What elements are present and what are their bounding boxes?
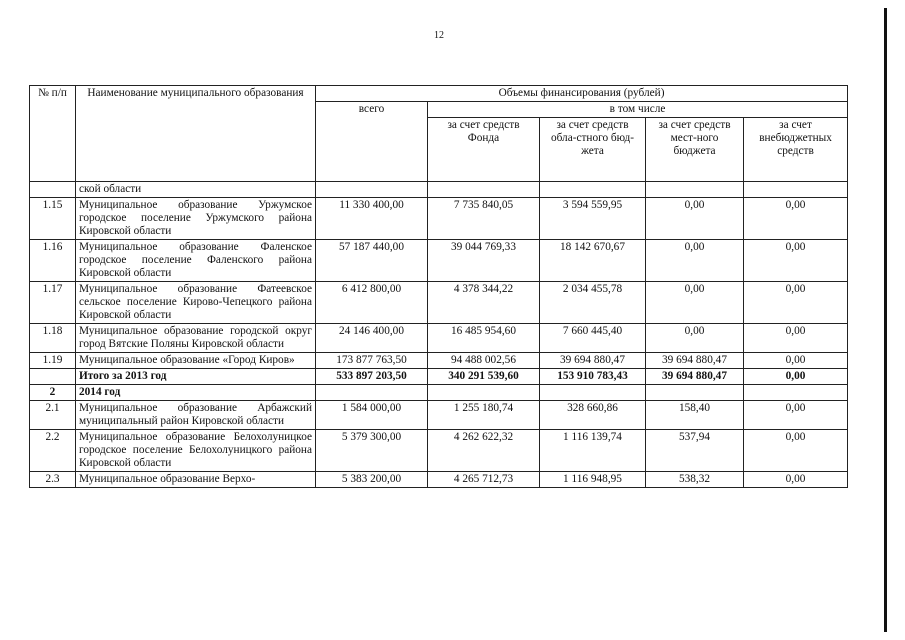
row-index: 1.15 xyxy=(30,198,76,240)
row-regional: 39 694 880,47 xyxy=(540,353,646,369)
row-total xyxy=(316,182,428,198)
row-fund: 7 735 840,05 xyxy=(428,198,540,240)
row-name: Муниципальное образование Белохолуницкое городское поселение Белохолуницкого района Кировской области xyxy=(76,430,316,472)
table-row xyxy=(30,282,848,324)
row-name: Муниципальное образование Уржумское городское поселение Уржумского района Кировской области xyxy=(76,198,316,240)
header-num: № п/п xyxy=(30,86,76,182)
header-volumes: Объемы финансирования (рублей) xyxy=(316,86,848,102)
row-regional: 2 034 455,78 xyxy=(540,282,646,324)
header-local: за счет средств мест-ного бюджета xyxy=(646,118,744,182)
row-name: Муниципальное образование Арбажский муниципальный район Кировской области xyxy=(76,401,316,430)
row-extra: 0,00 xyxy=(744,198,848,240)
header-fund: за счет средств Фонда xyxy=(428,118,540,182)
row-extra: 0,00 xyxy=(744,472,848,488)
row-regional: 7 660 445,40 xyxy=(540,324,646,353)
row-index: 1.18 xyxy=(30,324,76,353)
table-row xyxy=(30,472,848,488)
row-regional: 1 116 948,95 xyxy=(540,472,646,488)
table-header xyxy=(30,86,848,182)
row-total: 11 330 400,00 xyxy=(316,198,428,240)
row-regional xyxy=(540,182,646,198)
row-index: 1.17 xyxy=(30,282,76,324)
row-regional: 153 910 783,43 xyxy=(540,369,646,385)
row-index: 1.19 xyxy=(30,353,76,369)
row-fund: 4 265 712,73 xyxy=(428,472,540,488)
row-fund: 4 378 344,22 xyxy=(428,282,540,324)
financing-table xyxy=(29,85,848,488)
table-row xyxy=(30,369,848,385)
row-fund: 4 262 622,32 xyxy=(428,430,540,472)
header-total: всего xyxy=(316,102,428,182)
row-local: 39 694 880,47 xyxy=(646,353,744,369)
row-fund: 340 291 539,60 xyxy=(428,369,540,385)
row-total: 173 877 763,50 xyxy=(316,353,428,369)
table-row xyxy=(30,430,848,472)
row-name: Итого за 2013 год xyxy=(76,369,316,385)
row-extra: 0,00 xyxy=(744,353,848,369)
row-extra: 0,00 xyxy=(744,401,848,430)
row-extra xyxy=(744,385,848,401)
row-fund xyxy=(428,385,540,401)
row-index xyxy=(30,182,76,198)
table-row xyxy=(30,240,848,282)
row-extra xyxy=(744,182,848,198)
row-regional xyxy=(540,385,646,401)
row-regional: 3 594 559,95 xyxy=(540,198,646,240)
table-body xyxy=(30,182,848,488)
row-local: 39 694 880,47 xyxy=(646,369,744,385)
row-fund: 94 488 002,56 xyxy=(428,353,540,369)
row-total: 5 383 200,00 xyxy=(316,472,428,488)
row-regional: 1 116 139,74 xyxy=(540,430,646,472)
table-row xyxy=(30,385,848,401)
row-index: 2 xyxy=(30,385,76,401)
row-index: 1.16 xyxy=(30,240,76,282)
row-name: Муниципальное образование Верхо- xyxy=(76,472,316,488)
row-name: Муниципальное образование Фаленское городское поселение Фаленского района Кировской области xyxy=(76,240,316,282)
row-total: 1 584 000,00 xyxy=(316,401,428,430)
row-local: 0,00 xyxy=(646,240,744,282)
row-local: 0,00 xyxy=(646,198,744,240)
row-regional: 18 142 670,67 xyxy=(540,240,646,282)
table-row xyxy=(30,198,848,240)
row-total: 5 379 300,00 xyxy=(316,430,428,472)
table-row xyxy=(30,353,848,369)
row-local: 158,40 xyxy=(646,401,744,430)
row-local xyxy=(646,182,744,198)
row-index xyxy=(30,369,76,385)
header-name: Наименование муниципального образования xyxy=(76,86,316,182)
row-extra: 0,00 xyxy=(744,282,848,324)
page-number: 12 xyxy=(434,30,444,41)
row-total: 24 146 400,00 xyxy=(316,324,428,353)
header-including: в том числе xyxy=(428,102,848,118)
row-local xyxy=(646,385,744,401)
row-total: 6 412 800,00 xyxy=(316,282,428,324)
row-local: 0,00 xyxy=(646,282,744,324)
table-row xyxy=(30,401,848,430)
row-fund: 16 485 954,60 xyxy=(428,324,540,353)
row-name: Муниципальное образование городской округ город Вятские Поляны Кировской области xyxy=(76,324,316,353)
row-total xyxy=(316,385,428,401)
row-index: 2.1 xyxy=(30,401,76,430)
row-index: 2.2 xyxy=(30,430,76,472)
row-extra: 0,00 xyxy=(744,430,848,472)
row-local: 538,32 xyxy=(646,472,744,488)
table-row xyxy=(30,182,848,198)
row-fund xyxy=(428,182,540,198)
row-local: 537,94 xyxy=(646,430,744,472)
table-row xyxy=(30,324,848,353)
row-fund: 39 044 769,33 xyxy=(428,240,540,282)
row-extra: 0,00 xyxy=(744,240,848,282)
row-extra: 0,00 xyxy=(744,324,848,353)
row-name: Муниципальное образование Фатеевское сельское поселение Кирово-Чепецкого района Кировской области xyxy=(76,282,316,324)
row-regional: 328 660,86 xyxy=(540,401,646,430)
header-extra: за счет внебюджетных средств xyxy=(744,118,848,182)
row-local: 0,00 xyxy=(646,324,744,353)
scan-edge-bar xyxy=(884,8,887,632)
row-name: ской области xyxy=(76,182,316,198)
row-name: 2014 год xyxy=(76,385,316,401)
row-index: 2.3 xyxy=(30,472,76,488)
row-total: 57 187 440,00 xyxy=(316,240,428,282)
header-regional: за счет средств обла-стного бюд-жета xyxy=(540,118,646,182)
row-fund: 1 255 180,74 xyxy=(428,401,540,430)
row-total: 533 897 203,50 xyxy=(316,369,428,385)
row-name: Муниципальное образование «Город Киров» xyxy=(76,353,316,369)
row-extra: 0,00 xyxy=(744,369,848,385)
